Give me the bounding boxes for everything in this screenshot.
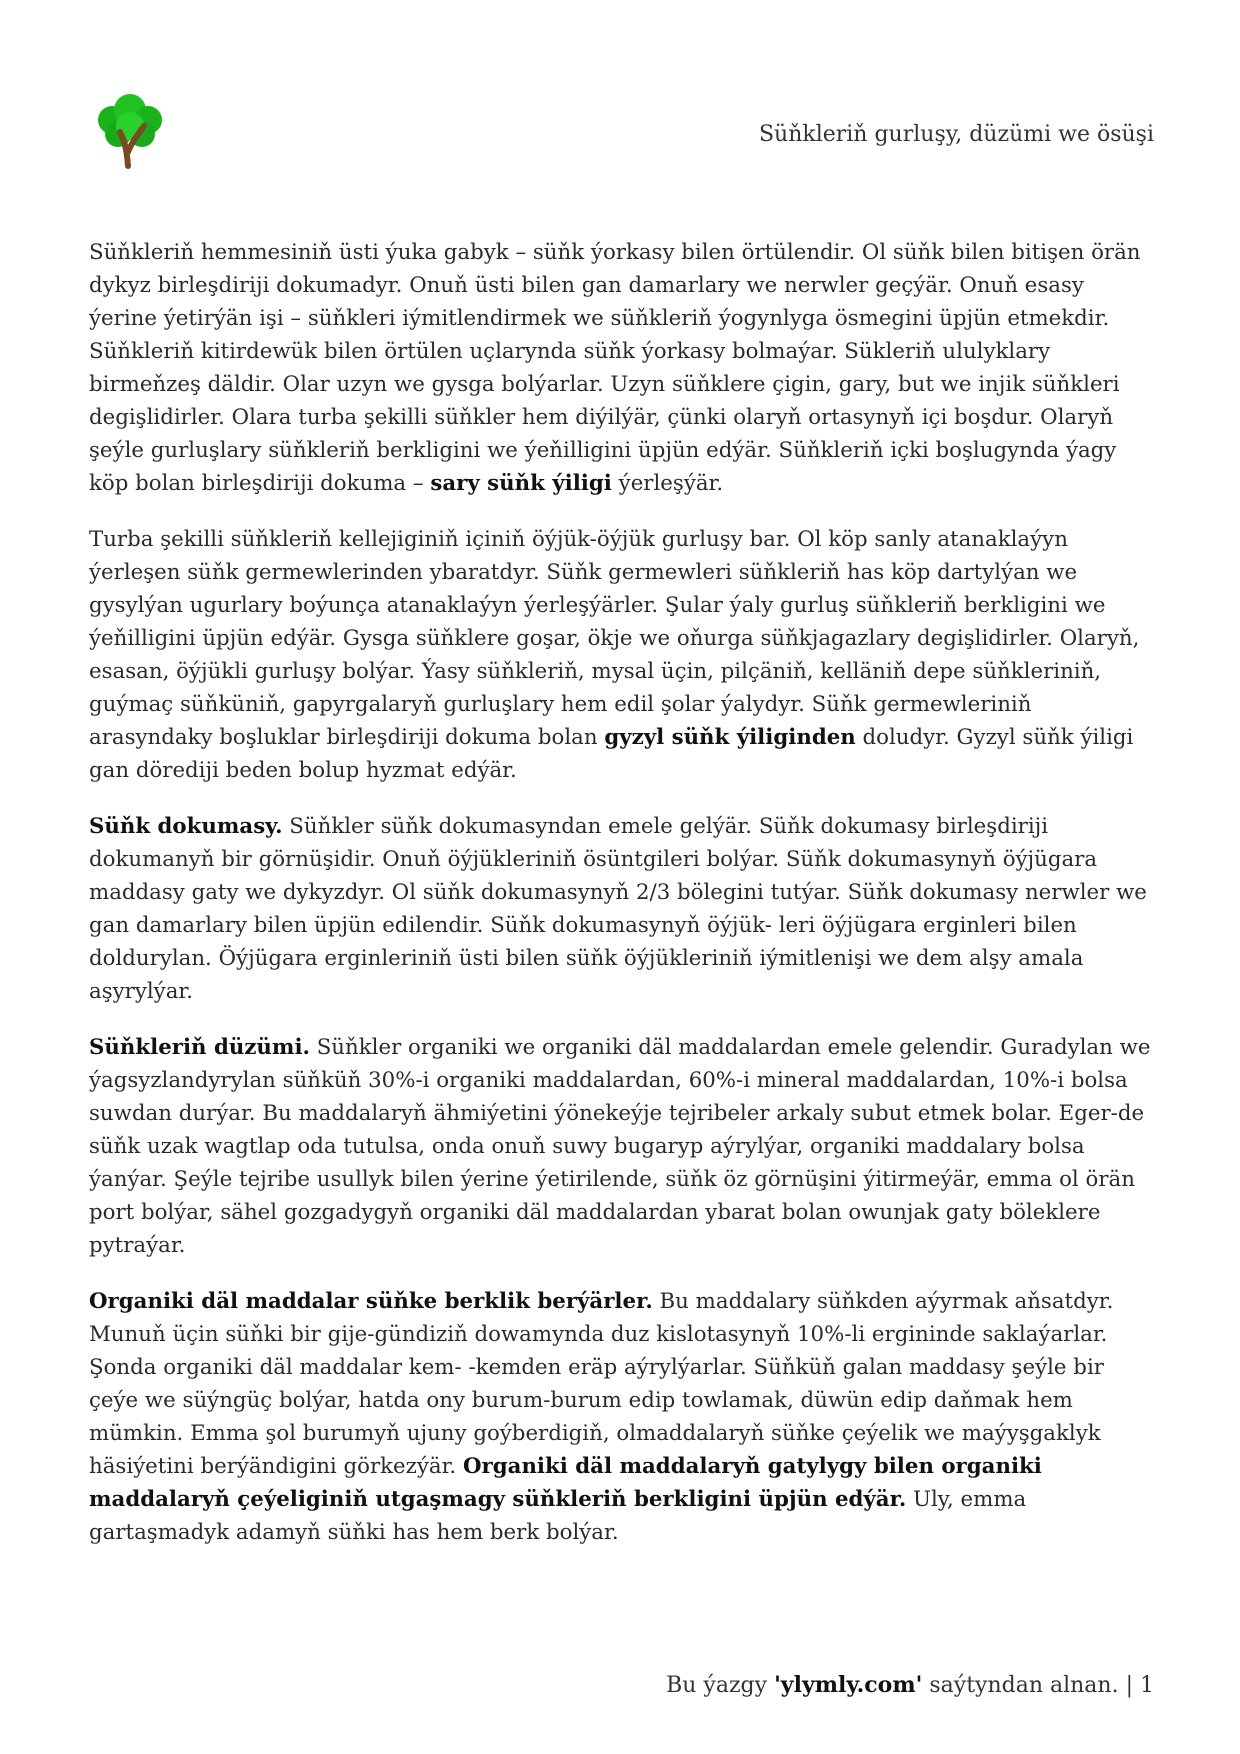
page-footer [666, 1672, 1154, 1698]
paragraph-1 [89, 236, 1154, 500]
paragraph-heading: Süňk dokumasy. [89, 814, 283, 839]
paragraph-3 [89, 810, 1154, 1008]
paragraph-text: Süňkleriň hemmesiniň üsti ýuka gabyk – süňk ýorkasy bilen örtülendir. Ol süňk bilen bitişen örän dykyz birleşdiriji dokumadyr. Onuň üsti bilen gan damarlary we nerwler geçýär. Onuň esasy ýerine ýetirýän işi – süňkleri iýmitlendirmek we süňkleriň ýogynlyga ösmegini üpjün etmekdir. Süňkleriň kitirdewük bilen örtülen uçlarynda süňk ýorkasy bolmaýar. Sükleriň ululyklary birmeňzeş däldir. Olar uzyn we gysga bolýarlar. Uzyn süňklere çigin, gary, but we injik süňkleri degişlidirler. Olara turba şekilli süňkler hem diýilýär, çünki olaryň ortasynyň içi boşdur. Olaryň şeýle gurluşlary süňkleriň berkligini we ýeňilligini üpjün edýär. Süňkleriň içki boşlugynda ýagy köp bolan birleşdiriji dokuma – [89, 240, 1141, 496]
paragraph-text: Uly, emma gartaşmadyk adamyň süňki has hem berk bolýar. [89, 1487, 1027, 1545]
paragraph-bold-term: Organiki däl maddalaryň gatylygy bilen organiki maddalaryň çeýeliginiň utgaşmagy süňkleriň berkligini üpjün edýär. [89, 1454, 1042, 1512]
footer-text: Bu ýazgy [666, 1673, 775, 1698]
paragraph-5 [89, 1285, 1154, 1549]
document-body [89, 236, 1154, 1572]
paragraph-heading: Organiki däl maddalar süňke berklik berýärler. [89, 1289, 653, 1314]
paragraph-bold-term: sary süňk ýiligi [430, 471, 612, 496]
paragraph-text: Süňkler süňk dokumasyndan emele gelýär. Süňk dokumasy birleşdiriji dokumanyň bir görnüşidir. Onuň öýjükleriniň ösüntgileri bolýar. Süňk dokumasynyň öýjügara maddasy gaty we dykyzdyr. Ol süňk dokumasynyň 2/3 bölegini tutýar. Süňk dokumasy nerwler we gan damarlary bilen üpjün edilendir. Süňk dokumasynyň öýjük- leri öýjügara erginleri bilen doldurylan. Öýjügara erginleriniň üsti bilen süňk öýjükleriniň iýmitlenişi we dem alşy amala aşyrylýar. [89, 814, 1147, 1004]
tree-logo-icon [90, 92, 170, 172]
footer-site-name: 'ylymly.com' [774, 1672, 923, 1698]
paragraph-text: Turba şekilli süňkleriň kellejiginiň içiniň öýjük-öýjük gurluşy bar. Ol köp sanly atanaklaýyn ýerleşen süňk germewlerinden ybaratdyr. Süňk germewleri süňkleriň has köp dartylýan we gysylýan ugurlary boýunça atanaklaýyn ýerleşýärler. Şular ýaly gurluş süňkleriň berkligini we ýeňilligini üpjün edýär. Gysga süňklere goşar, ökje we oňurga süňkjagazlary degişlidirler. Olaryň, esasan, öýjükli gurluşy bolýar. Ýasy süňkleriň, mysal üçin, pilçäniň, kelläniň depe süňkleriniň, guýmaç süňküniň, gapyrgalaryň gurluşlary hem edil şolar ýalydyr. Süňk germewleriniň arasyndaky boşluklar birleşdiriji dokuma bolan [89, 527, 1140, 750]
page-title: Süňkleriň gurluşy, düzümi we ösüşi [758, 122, 1154, 147]
footer-text: saýtyndan alnan. [922, 1673, 1119, 1698]
paragraph-text: ýerleşýär. [611, 471, 724, 496]
paragraph-heading: Süňkleriň düzümi. [89, 1035, 310, 1060]
paragraph-text: Bu maddalary süňkden aýyrmak aňsatdyr. Munuň üçin süňki bir gije-gündiziň dowamynda duz kislotasynyň 10%-li ergininde saklaýarlar. Şonda organiki däl maddalar kem- -kemden eräp aýrylýarlar. Süňküň galan maddasy şeýle bir çeýe we süýngüç bolýar, hatda ony burum-burum edip towlamak, düwün edip daňmak hem mümkin. Emma şol burumyň ujuny goýberdigiň, olmaddalaryň süňke çeýelik we maýyşgaklyk häsiýetini berýändigini görkezýär. [89, 1289, 1114, 1479]
paragraph-2 [89, 523, 1154, 787]
paragraph-bold-term: gyzyl süňk ýiliginden [604, 725, 856, 750]
paragraph-4 [89, 1031, 1154, 1262]
footer-separator: | [1118, 1673, 1140, 1698]
paragraph-text: doludyr. Gyzyl süňk ýiligi gan döredijі beden bolup hyzmat edýär. [89, 725, 1134, 783]
paragraph-text: Süňkler organiki we organiki däl maddalardan emele gelendir. Guradylan we ýagsyzlandyrylan süňküň 30%-i organiki maddalardan, 60%-i mineral maddalardan, 10%-i bolsa suwdan durýar. Bu maddalaryň ähmiýetini ýönekeýje tejribeler arkaly subut etmek bolar. Eger-de süňk uzak wagtlap oda tutulsa, onda onuň suwy bugaryp aýrylýar, organiki maddalary bolsa ýanýar. Şeýle tejribe usullyk bilen ýerine ýetirilende, süňk öz görnüşini ýitirmeýär, emma ol örän port bolýar, sähel gozgadygyň organiki däl maddalardan ybarat bolan owunjak gaty böleklere pytraýar. [89, 1035, 1151, 1258]
page-number: 1 [1140, 1673, 1154, 1698]
